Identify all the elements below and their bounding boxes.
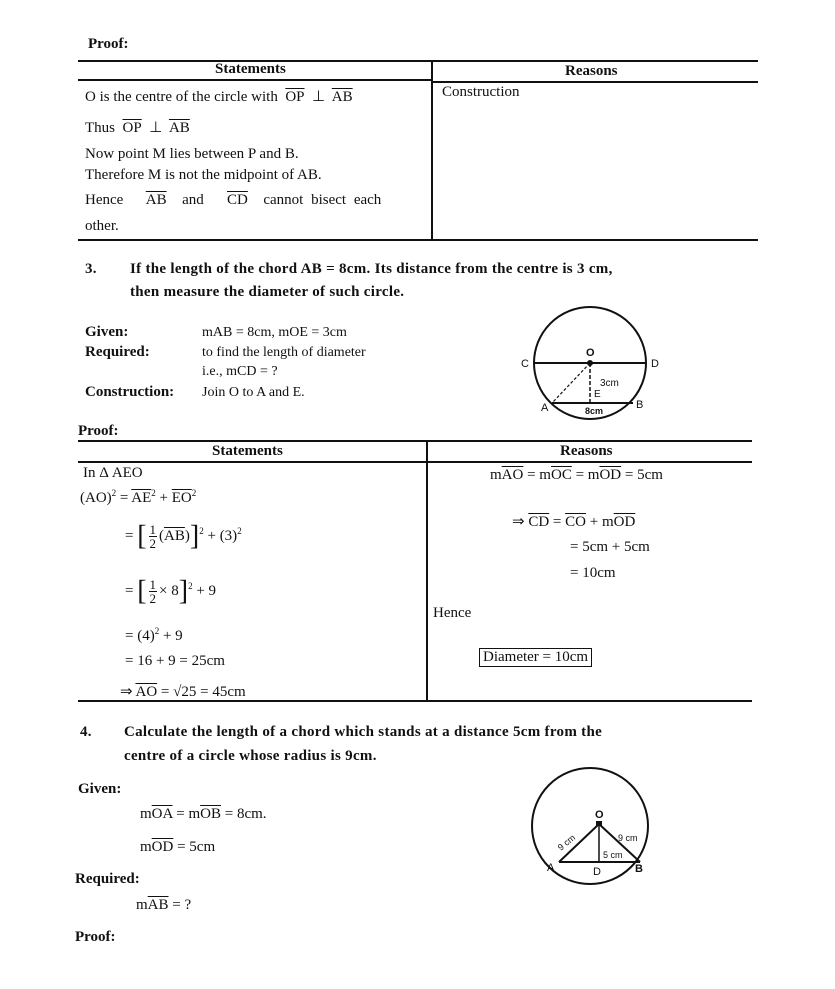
circle-diagram-q3 — [515, 300, 695, 425]
segment: $\overline{OC}$ — [550, 467, 572, 483]
segment: $\overline{AO}$ — [501, 467, 524, 483]
text: = ? — [172, 897, 192, 913]
table-rule — [78, 239, 758, 241]
question-text: then measure the diameter of such circle. — [130, 284, 405, 300]
required-value: to find the length of diameter — [202, 345, 366, 360]
question-number: 3. — [85, 261, 97, 277]
table-divider — [431, 60, 433, 241]
reason-construction: Construction — [442, 84, 520, 100]
question-text: centre of a circle whose radius is 9cm. — [124, 748, 377, 764]
segment: $\overline{AB}$ — [147, 897, 169, 913]
text: = (4) — [125, 628, 155, 644]
table-rule — [78, 440, 752, 442]
text: cannot bisect each — [263, 192, 382, 208]
given-line: $m\overline{OA} = m\overline{OB} = 8cm$. — [140, 806, 267, 822]
segment: $\overline{OD}$ — [151, 839, 174, 855]
segment: $\overline{CO}$ — [565, 514, 586, 530]
label-d: D — [651, 358, 659, 370]
question-text: If the length of the chord AB = 8cm. Its distance from the centre is 3 cm, — [130, 261, 613, 277]
question-text: Calculate the length of a chord which stands at a distance 5cm from the — [124, 724, 603, 740]
text: Thus — [85, 120, 115, 136]
segment: $\overline{AB}$ — [164, 527, 185, 544]
proof-label: Proof: — [88, 36, 129, 52]
label-e: E — [594, 389, 601, 400]
statement-row — [85, 87, 353, 106]
label-distance: 5 cm — [603, 850, 623, 860]
construction-label: Construction: — [85, 384, 175, 400]
label-radius: 9 cm — [555, 832, 578, 853]
statement-row: Therefore M is not the midpoint of AB. — [85, 167, 322, 183]
segment: $\overline{OP}$ — [285, 89, 305, 105]
segment: $\overline{EO}$ — [171, 490, 192, 506]
text: = 5cm — [177, 839, 216, 855]
statement-row: other. — [85, 218, 119, 234]
statement-row: Now point M lies between P and B. — [85, 146, 299, 162]
table-rule — [78, 79, 432, 81]
label-b: B — [636, 399, 644, 411]
table-divider — [426, 440, 428, 701]
text: = 8cm. — [224, 806, 267, 822]
label-o: O — [595, 809, 604, 821]
segment: $\overline{CD}$ — [227, 192, 248, 208]
segment: $\overline{OD}$ — [599, 467, 622, 483]
label-a: A — [547, 862, 555, 874]
table-rule — [78, 60, 758, 62]
given-line: $m\overline{OD} = 5cm$ — [140, 839, 216, 855]
reason-line: = 5cm + 5cm — [570, 539, 650, 555]
required-label: Required: — [85, 344, 150, 360]
table-rule — [78, 461, 752, 463]
label-chord: 8cm — [585, 406, 604, 416]
text: O is the centre of the circle with — [85, 89, 278, 105]
label-a: A — [541, 402, 549, 414]
text: (3) — [219, 527, 238, 544]
circle-diagram-q4 — [520, 765, 660, 890]
reason-line: = 10cm — [570, 565, 616, 581]
given-value: mAB = 8cm, mOE = 3cm — [202, 325, 347, 340]
segment: $\overline{OB}$ — [200, 806, 221, 822]
question-number: 4. — [80, 724, 92, 740]
statement-line: ⇒ $\overline{AO} = √25 = 45cm$ — [120, 684, 246, 700]
statement-line: $(AO)^2 = \overline{AE}^2 + \overline{EO}^2$ — [80, 488, 197, 506]
segment: $\overline{AB}$ — [145, 192, 167, 208]
text: + 9 — [162, 628, 183, 644]
table-rule — [432, 81, 758, 83]
label-radius: 9 cm — [618, 833, 638, 843]
text: = √25 = 45cm — [160, 684, 246, 700]
text: (AO) — [80, 490, 112, 506]
text: Hence — [85, 192, 124, 208]
text: = 5cm — [624, 467, 663, 483]
proof-label: Proof: — [78, 423, 119, 439]
header-statements: Statements — [215, 61, 286, 77]
statement-line: = [ $\frac{1}{2}$ × 8]$^2$ + 9 — [125, 575, 217, 607]
segment: $\overline{OP}$ — [122, 120, 142, 136]
segment: $\overline{AO}$ — [135, 684, 158, 700]
construction-value: Join O to A and E. — [202, 385, 305, 400]
statement-line: In Δ AEO — [83, 465, 143, 481]
text: + 9 — [196, 582, 217, 599]
required-label: Required: — [75, 871, 140, 887]
statement-row — [85, 192, 381, 209]
reason-line: ⇒ $\overline{CD} = \overline{CO} + m\overline{OD}$ — [512, 514, 636, 530]
perpendicular-symbol: ⊥ — [149, 120, 163, 136]
reason-line: Hence — [433, 605, 472, 621]
required-line: $m\overline{AB}$ = ? — [136, 897, 192, 913]
statement-line: = $(4)^2 + 9$ — [125, 626, 183, 644]
required-value: i.e., mCD = ? — [202, 364, 278, 379]
segment: $\overline{AE}$ — [131, 490, 152, 506]
label-b: B — [635, 863, 643, 875]
segment: $\overline{AB}$ — [168, 120, 190, 136]
diameter-result: Diameter = 10cm — [479, 648, 592, 667]
text: and — [182, 192, 204, 208]
table-rule — [78, 700, 752, 702]
text: × 8 — [159, 582, 179, 599]
given-label: Given: — [78, 781, 122, 797]
label-o: O — [586, 347, 595, 359]
label-c: C — [521, 358, 529, 370]
label-d: D — [593, 866, 601, 878]
proof-label: Proof: — [75, 929, 116, 945]
given-label: Given: — [85, 324, 129, 340]
statement-row — [85, 118, 190, 137]
segment: $\overline{AB}$ — [331, 89, 353, 105]
statement-line: = 16 + 9 = 25cm — [125, 653, 225, 669]
perpendicular-symbol: ⊥ — [312, 89, 326, 105]
segment: $\overline{CD}$ — [528, 514, 550, 530]
header-reasons: Reasons — [565, 63, 618, 79]
label-distance: 3cm — [600, 378, 619, 389]
header-statements: Statements — [212, 443, 283, 459]
header-reasons: Reasons — [560, 443, 613, 459]
reason-line: $m\overline{AO} = m\overline{OC} = m\overline{OD} = 5cm$ — [490, 467, 663, 483]
statement-line: = [ $\frac{1}{2}$ $(\overline{AB})]^2 + (3)^2$ — [125, 520, 242, 552]
segment: $\overline{OA}$ — [151, 806, 173, 822]
segment: $\overline{OD}$ — [613, 514, 636, 530]
